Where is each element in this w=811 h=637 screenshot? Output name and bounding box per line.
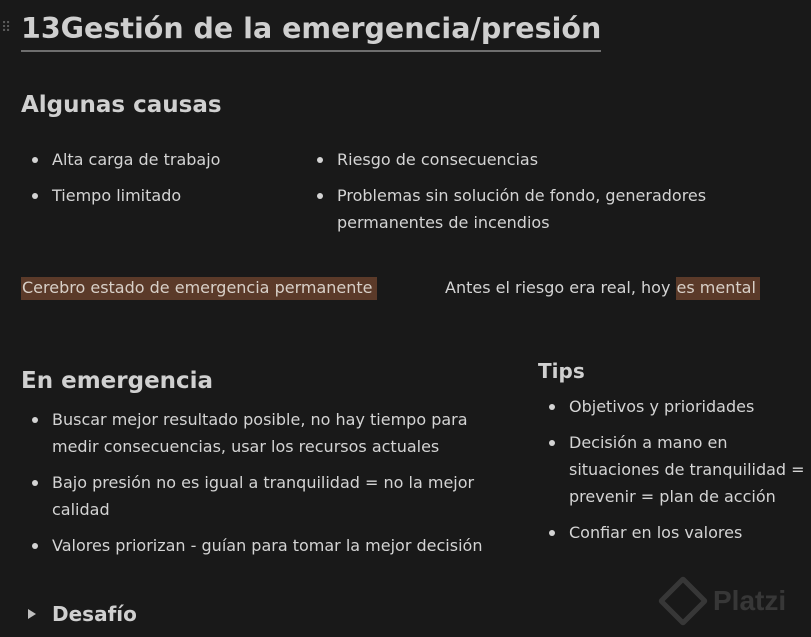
causas-list-left — [21, 146, 291, 218]
causas-list-right — [306, 146, 746, 245]
list-item: Objetivos y prioridades — [538, 393, 808, 420]
tips-list — [538, 393, 808, 555]
list-item: Decisión a mano en situaciones de tranquilidad = prevenir = plan de acción — [538, 429, 808, 510]
list-item: Valores priorizan - guían para tomar la mejor decisión — [21, 532, 501, 559]
list-item: Alta carga de trabajo — [21, 146, 291, 173]
drag-handle-icon[interactable]: ⠿ — [1, 20, 10, 36]
callout-text: Antes el riesgo era real, hoy — [445, 278, 676, 297]
heading-algunas-causas: Algunas causas — [21, 92, 222, 118]
watermark-text: Platzi — [713, 585, 787, 616]
platzi-watermark — [665, 583, 786, 619]
highlighted-text: es mental — [676, 277, 760, 300]
heading-en-emergencia: En emergencia — [21, 368, 214, 394]
callout-left — [21, 276, 377, 300]
toggle-desafio[interactable] — [28, 600, 137, 628]
page-title[interactable]: 13Gestión de la emergencia/presión — [21, 10, 601, 52]
heading-tips: Tips — [538, 359, 585, 383]
list-item: Buscar mejor resultado posible, no hay tiempo para medir consecuencias, usar los recursos actuales — [21, 406, 501, 460]
list-item: Riesgo de consecuencias — [306, 146, 746, 173]
toggle-label[interactable]: Desafío — [52, 602, 137, 626]
triangle-right-icon[interactable] — [28, 609, 36, 619]
list-item: Confiar en los valores — [538, 519, 808, 546]
list-item: Problemas sin solución de fondo, generadores permanentes de incendios — [306, 182, 746, 236]
callout-right — [445, 276, 760, 300]
list-item: Bajo presión no es igual a tranquilidad = no la mejor calidad — [21, 469, 501, 523]
highlighted-text: Cerebro estado de emergencia permanente — [21, 277, 377, 300]
list-item: Tiempo limitado — [21, 182, 291, 209]
emergencia-list — [21, 406, 501, 568]
platzi-logo-icon — [658, 576, 709, 627]
